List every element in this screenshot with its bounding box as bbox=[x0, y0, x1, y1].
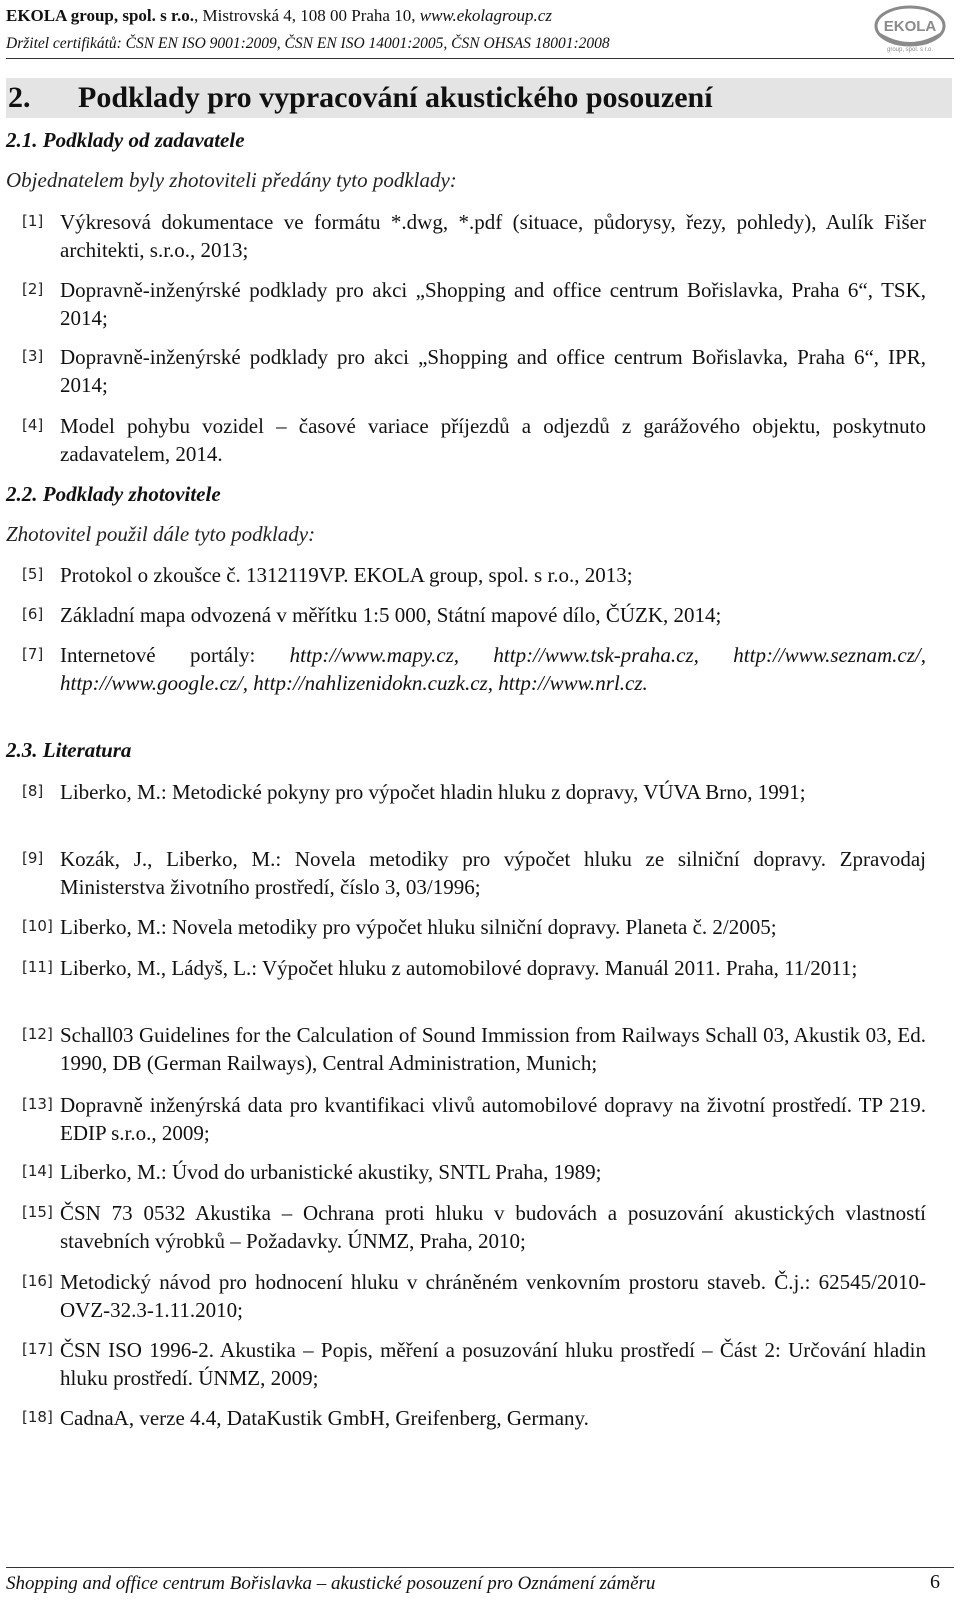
subsection-intro-2-1: Objednatelem byly zhotoviteli předány tyto podklady: bbox=[6, 168, 457, 192]
reference-item bbox=[22, 1158, 926, 1186]
footer-title: Shopping and office centrum Bořislavka – akustické posouzení pro Oznámení záměru bbox=[6, 1573, 656, 1594]
reference-text: Liberko, M., Ládyš, L.: Výpočet hluku z automobilové dopravy. Manuál 2011. Praha, 11/2011; bbox=[60, 956, 858, 980]
reference-item bbox=[22, 1021, 926, 1077]
reference-links[interactable]: http://www.mapy.cz, http://www.tsk-praha.cz, http://www.seznam.cz/, http://www.google.cz/, http://nahlizenidokn.cuzk.cz, http://www.nrl.cz. bbox=[60, 643, 926, 695]
reference-tag: [6] bbox=[22, 605, 44, 623]
reference-item bbox=[22, 1268, 926, 1324]
reference-text: Dopravně-inženýrské podklady pro akci „Shopping and office centrum Bořislavka, Praha 6“, IPR, 2014; bbox=[60, 345, 926, 397]
reference-text: Metodický návod pro hodnocení hluku v chráněném venkovním prostoru staveb. Č.j.: 62545/2010-OVZ-32.3-1.11.2010; bbox=[60, 1270, 926, 1322]
reference-text: ČSN 73 0532 Akustika – Ochrana proti hluku v budovách a posuzování akustických vlastností stavebních výrobků – Požadavky. ÚNMZ, Praha, 2010; bbox=[60, 1201, 926, 1253]
reference-tag: [18] bbox=[22, 1408, 53, 1426]
reference-tag: [1] bbox=[22, 212, 44, 230]
reference-text: Výkresová dokumentace ve formátu *.dwg, *.pdf (situace, půdorysy, řezy, pohledy), Aulík Fišer architekti, s.r.o., 2013; bbox=[60, 210, 926, 262]
reference-tag: [15] bbox=[22, 1203, 53, 1221]
ekola-logo bbox=[872, 4, 948, 54]
section-heading bbox=[6, 78, 952, 118]
reference-item bbox=[22, 845, 926, 901]
reference-tag: [10] bbox=[22, 917, 53, 935]
page-header bbox=[6, 4, 954, 62]
reference-text: Dopravně inženýrská data pro kvantifikaci vlivů automobilové dopravy na životní prostředí. TP 219. EDIP s.r.o., 2009; bbox=[60, 1093, 926, 1145]
reference-item bbox=[22, 208, 926, 264]
reference-text: CadnaA, verze 4.4, DataKustik GmbH, Greifenberg, Germany. bbox=[60, 1406, 589, 1430]
reference-tag: [8] bbox=[22, 782, 44, 800]
logo-text: EKOLA bbox=[883, 18, 937, 35]
reference-text: Liberko, M.: Novela metodiky pro výpočet hluku silniční dopravy. Planeta č. 2/2005; bbox=[60, 915, 777, 939]
certificates-line: Držitel certifikátů: ČSN EN ISO 9001:2009, ČSN EN ISO 14001:2005, ČSN OHSAS 18001:2008 bbox=[6, 35, 610, 52]
reference-item bbox=[22, 561, 926, 589]
reference-item bbox=[22, 1091, 926, 1147]
reference-item bbox=[22, 641, 926, 697]
company-name: EKOLA group, spol. s r.o. bbox=[6, 6, 195, 25]
reference-item bbox=[22, 412, 926, 468]
header-divider bbox=[6, 58, 954, 59]
subsection-intro-2-2: Zhotovitel použil dále tyto podklady: bbox=[6, 522, 316, 546]
company-address: , Mistrovská 4, 108 00 Praha 10, bbox=[194, 6, 420, 25]
company-website[interactable]: www.ekolagroup.cz bbox=[419, 6, 552, 25]
reference-text: Liberko, M.: Metodické pokyny pro výpočet hladin hluku z dopravy, VÚVA Brno, 1991; bbox=[60, 780, 806, 804]
reference-item bbox=[22, 343, 926, 399]
reference-text: Liberko, M.: Úvod do urbanistické akustiky, SNTL Praha, 1989; bbox=[60, 1160, 602, 1184]
section-number: 2. bbox=[8, 81, 31, 114]
page-footer bbox=[6, 1567, 954, 1594]
reference-item bbox=[22, 276, 926, 332]
page-number: 6 bbox=[930, 1571, 940, 1593]
reference-item bbox=[22, 778, 926, 806]
reference-tag: [7] bbox=[22, 645, 44, 663]
reference-item bbox=[22, 954, 926, 982]
section-title: Podklady pro vypracování akustického posouzení bbox=[78, 81, 713, 114]
reference-text: Protokol o zkoušce č. 1312119VP. EKOLA group, spol. s r.o., 2013; bbox=[60, 563, 633, 587]
reference-tag: [13] bbox=[22, 1095, 53, 1113]
reference-tag: [16] bbox=[22, 1272, 53, 1290]
reference-tag: [11] bbox=[22, 958, 53, 976]
reference-tag: [12] bbox=[22, 1025, 53, 1043]
reference-text: Základní mapa odvozená v měřítku 1:5 000, Státní mapové dílo, ČÚZK, 2014; bbox=[60, 603, 722, 627]
reference-text: ČSN ISO 1996-2. Akustika – Popis, měření a posuzování hluku prostředí – Část 2: Určování hladin hluku prostředí. ÚNMZ, 2009; bbox=[60, 1338, 926, 1390]
reference-text: Kozák, J., Liberko, M.: Novela metodiky pro výpočet hluku ze silniční dopravy. Zpravodaj Ministerstva životního prostředí, číslo 3, 03/1996; bbox=[60, 847, 926, 899]
reference-item bbox=[22, 913, 926, 941]
reference-tag: [5] bbox=[22, 565, 44, 583]
reference-tag: [14] bbox=[22, 1162, 53, 1180]
reference-text bbox=[60, 641, 926, 697]
footer-divider bbox=[6, 1567, 954, 1568]
reference-tag: [9] bbox=[22, 849, 44, 867]
reference-prefix: Internetové portály: bbox=[60, 643, 290, 667]
reference-item bbox=[22, 601, 926, 629]
subsection-title-2-3: 2.3. Literatura bbox=[6, 738, 132, 762]
reference-tag: [17] bbox=[22, 1340, 53, 1358]
reference-text: Dopravně-inženýrské podklady pro akci „Shopping and office centrum Bořislavka, Praha 6“, TSK, 2014; bbox=[60, 278, 926, 330]
reference-text: Schall03 Guidelines for the Calculation of Sound Immission from Railways Schall 03, Akustik 03, Ed. 1990, DB (German Railways), Central Administration, Munich; bbox=[60, 1023, 926, 1075]
subsection-title-2-2: 2.2. Podklady zhotovitele bbox=[6, 482, 221, 506]
reference-tag: [2] bbox=[22, 280, 44, 298]
reference-tag: [4] bbox=[22, 416, 44, 434]
subsection-title-2-1: 2.1. Podklady od zadavatele bbox=[6, 128, 245, 152]
reference-item bbox=[22, 1404, 926, 1432]
reference-text: Model pohybu vozidel – časové variace příjezdů a odjezdů z garážového objektu, poskytnuto zadavatelem, 2014. bbox=[60, 414, 926, 466]
reference-item bbox=[22, 1199, 926, 1255]
reference-item bbox=[22, 1336, 926, 1392]
company-line bbox=[6, 6, 552, 26]
logo-subtext: group, spol. s r.o. bbox=[886, 47, 934, 53]
reference-tag: [3] bbox=[22, 347, 44, 365]
